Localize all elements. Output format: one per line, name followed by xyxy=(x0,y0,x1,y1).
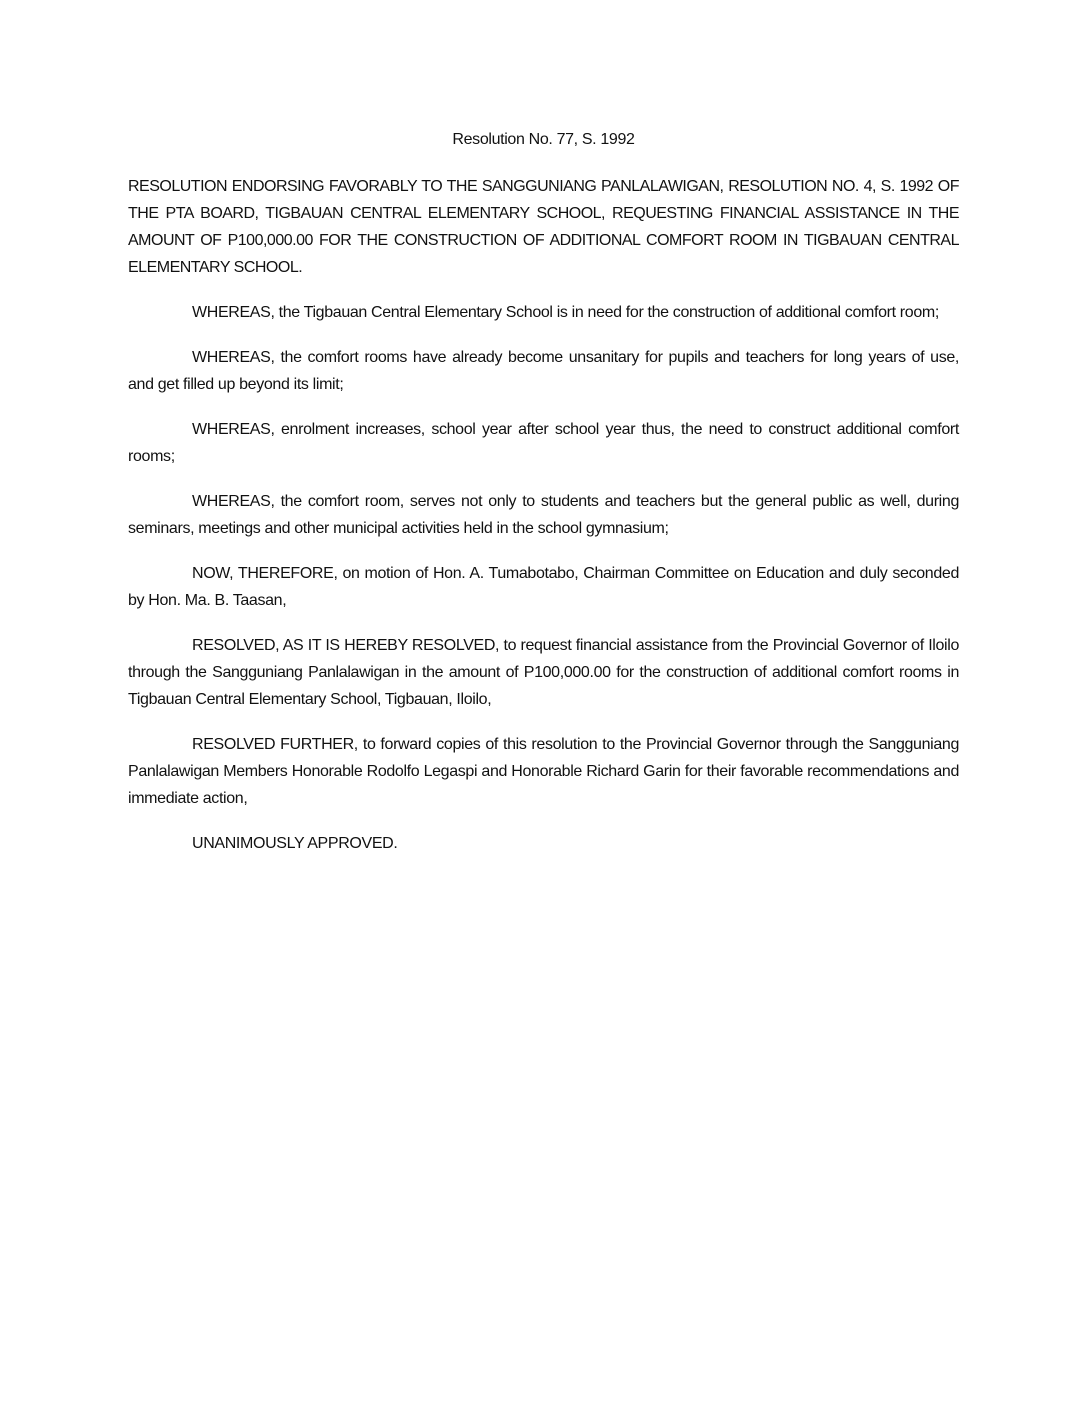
document-page xyxy=(128,126,959,857)
motion-clause: NOW, THEREFORE, on motion of Hon. A. Tumabotabo, Chairman Committee on Education and duly seconded by Hon. Ma. B. Taasan, xyxy=(128,565,959,609)
resolution-title: Resolution No. 77, S. 1992 xyxy=(452,131,635,148)
approval-statement: UNANIMOUSLY APPROVED. xyxy=(192,835,398,852)
whereas-clause-1: WHEREAS, the Tigbauan Central Elementary School is in need for the construction of additional comfort room; xyxy=(192,304,939,321)
resolved-further-clause: RESOLVED FURTHER, to forward copies of this resolution to the Provincial Governor through the Sangguniang Panlalawigan Members Honorable Rodolfo Legaspi and Honorable Richard Garin for their favorable recommendations and immediate action, xyxy=(128,736,959,807)
resolution-heading: RESOLUTION ENDORSING FAVORABLY TO THE SANGGUNIANG PANLALAWIGAN, RESOLUTION NO. 4, S. 1992 OF THE PTA BOARD, TIGBAUAN CENTRAL ELEMENTARY SCHOOL, REQUESTING FINANCIAL ASSISTANCE IN THE AMOUNT OF P100,000.00 FOR THE CONSTRUCTION OF ADDITIONAL COMFORT ROOM IN TIGBAUAN CENTRAL ELEMENTARY SCHOOL. xyxy=(128,178,959,276)
whereas-clause-3: WHEREAS, enrolment increases, school year after school year thus, the need to construct additional comfort rooms; xyxy=(128,421,959,465)
whereas-clause-2: WHEREAS, the comfort rooms have already become unsanitary for pupils and teachers for long years of use, and get filled up beyond its limit; xyxy=(128,349,959,393)
resolved-clause: RESOLVED, AS IT IS HEREBY RESOLVED, to request financial assistance from the Provincial Governor of Iloilo through the Sangguniang Panlalawigan in the amount of P100,000.00 for the construction of additional comfort rooms in Tigbauan Central Elementary School, Tigbauan, Iloilo, xyxy=(128,637,959,708)
whereas-clause-4: WHEREAS, the comfort room, serves not only to students and teachers but the general public as well, during seminars, meetings and other municipal activities held in the school gymnasium; xyxy=(128,493,959,537)
